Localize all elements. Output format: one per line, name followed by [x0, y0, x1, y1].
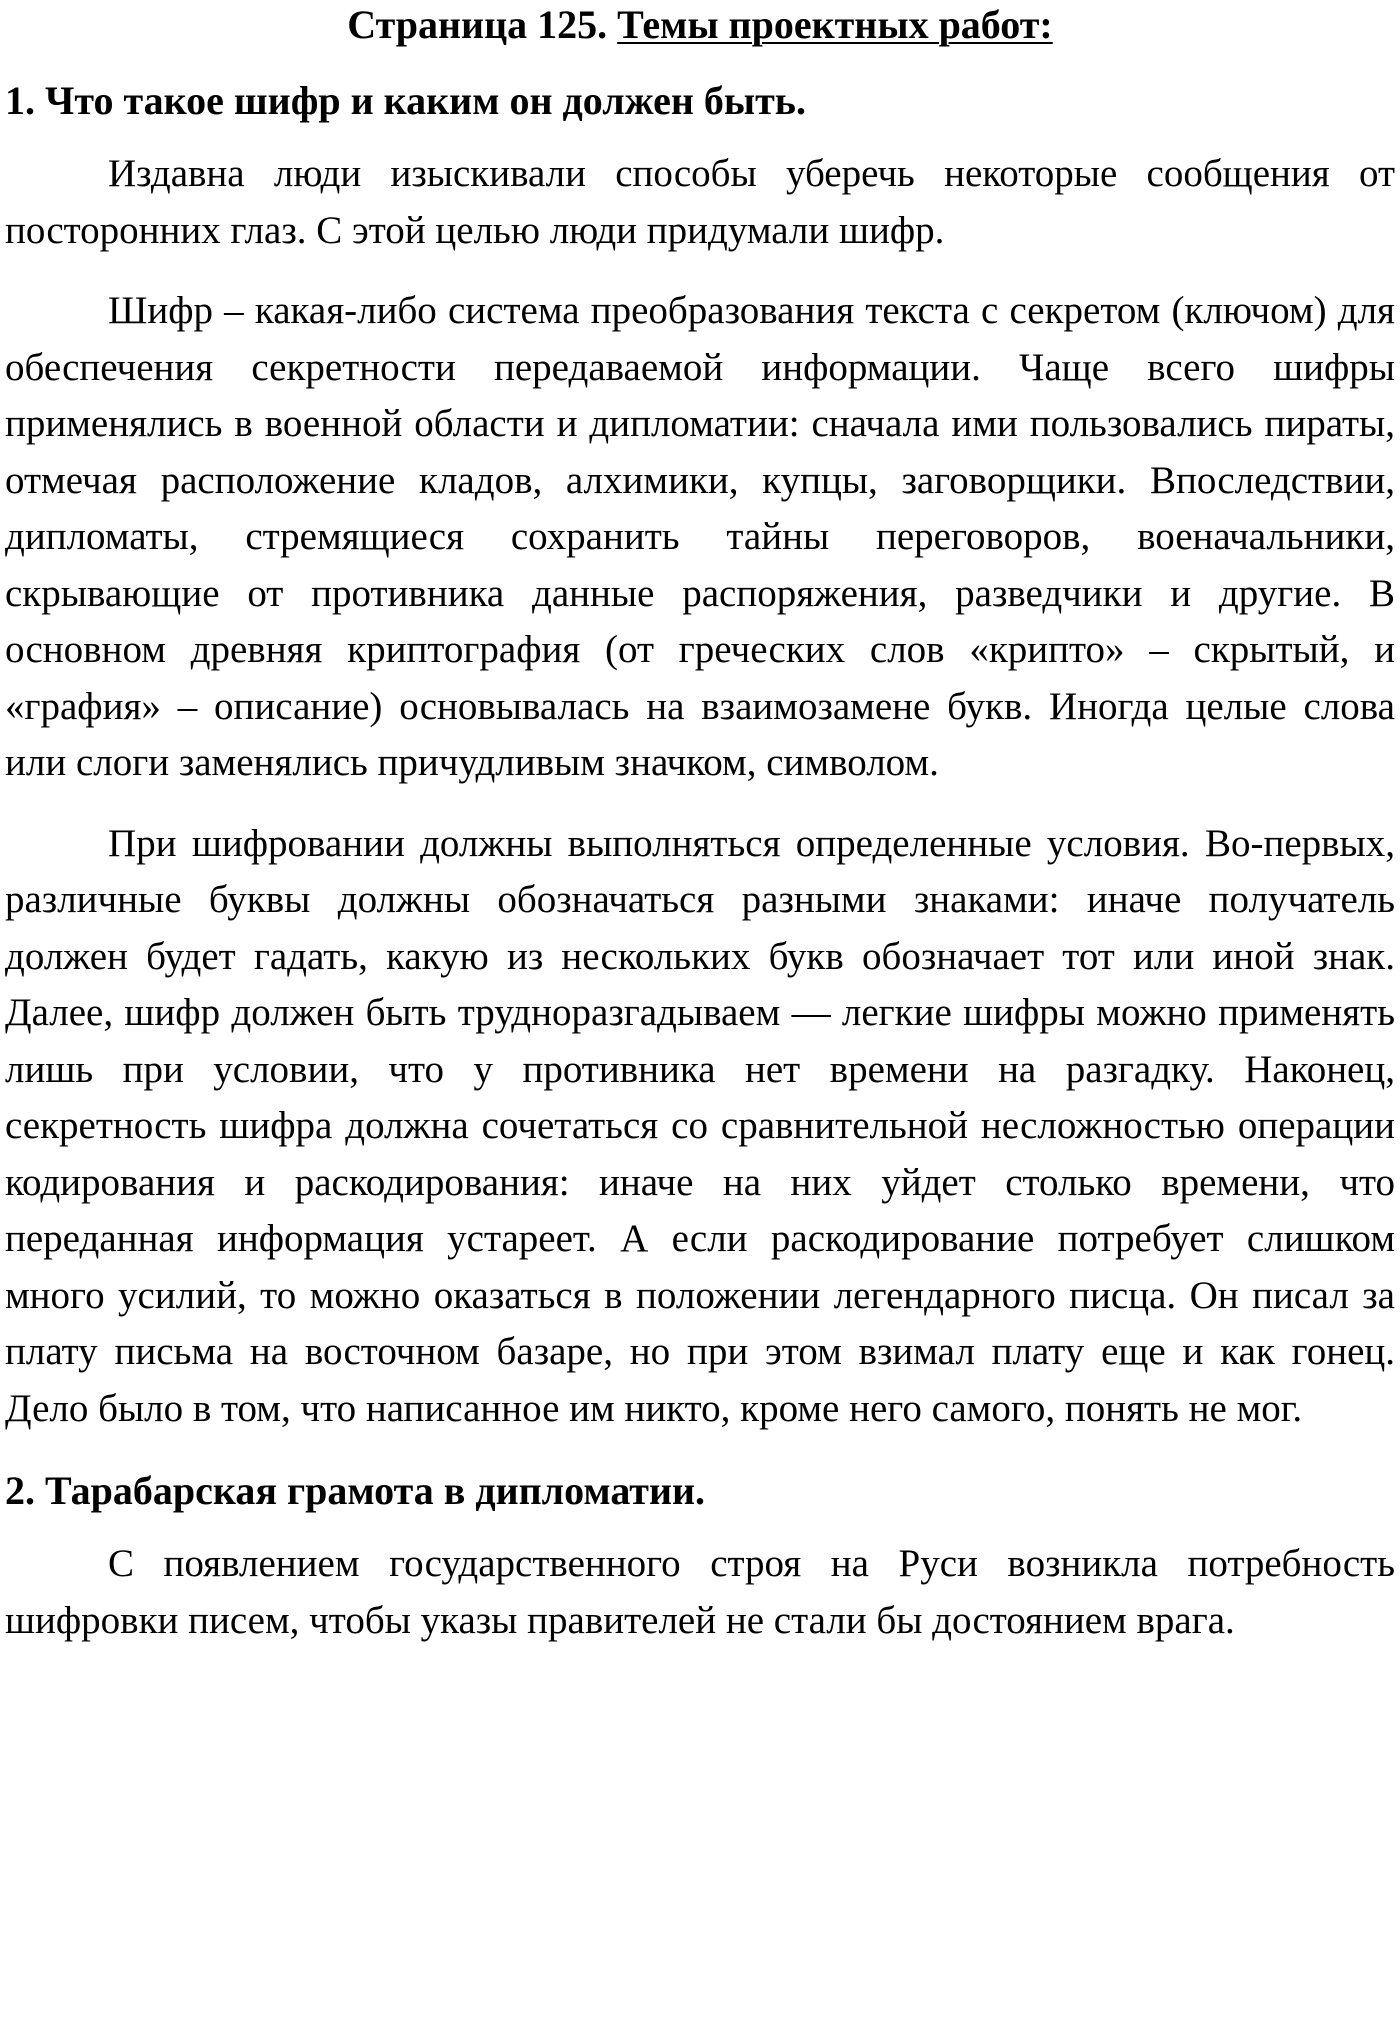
- section-1-paragraph-1: Издавна люди изыскивали способы уберечь некоторые сообщения от посторонних глаз. С этой целью люди придумали шифр.: [5, 152, 1395, 252]
- page-number-label: Страница 125.: [347, 2, 608, 47]
- section-2-heading: 2. Тарабарская грамота в дипломатии.: [5, 1468, 706, 1513]
- section-1: [5, 78, 1395, 1437]
- section-2: [5, 1468, 1395, 1649]
- topic-title: Темы проектных работ:: [617, 2, 1053, 47]
- section-1-paragraph-2: Шифр – какая-либо система преобразования текста с секретом (ключом) для обеспечения секретности передаваемой информации. Чаще всего шифры применялись в военной области и дипломатии: сначала ими пользовались пираты, отмечая расположение кладов, алхимики, купцы, заговорщики. Впоследствии, дипломаты, стремящиеся сохранить тайны переговоров, военачальники, скрывающие от противника данные распоряжения, разведчики и другие. В основном древняя криптография (от греческих слов «крипто» – скрытый, и «графия» – описание) основывалась на взаимозамене букв. Иногда целые слова или слоги заменялись причудливым значком, символом.: [5, 289, 1395, 784]
- document-page: [5, 0, 1395, 1649]
- section-1-heading: 1. Что такое шифр и каким он должен быть.: [5, 78, 806, 123]
- page-title: [5, 0, 1395, 48]
- section-2-paragraph-1: С появлением государственного строя на Руси возникла потребность шифровки писем, чтобы указы правителей не стали бы достоянием врага.: [5, 1542, 1395, 1642]
- section-1-paragraph-3: При шифровании должны выполняться определенные условия. Во-первых, различные буквы должны обозначаться разными знаками: иначе получатель должен будет гадать, какую из нескольких букв обозначает тот или иной знак. Далее, шифр должен быть трудноразгадываем — легкие шифры можно применять лишь при условии, что у противника нет времени на разгадку. Наконец, секретность шифра должна сочетаться со сравнительной несложностью операции кодирования и раскодирования: иначе на них уйдет столько времени, что переданная информация устареет. А если раскодирование потребует слишком много усилий, то можно оказаться в положении легендарного писца. Он писал за плату письма на восточном базаре, но при этом взимал плату еще и как гонец. Дело было в том, что написанное им никто, кроме него самого, понять не мог.: [5, 821, 1395, 1430]
